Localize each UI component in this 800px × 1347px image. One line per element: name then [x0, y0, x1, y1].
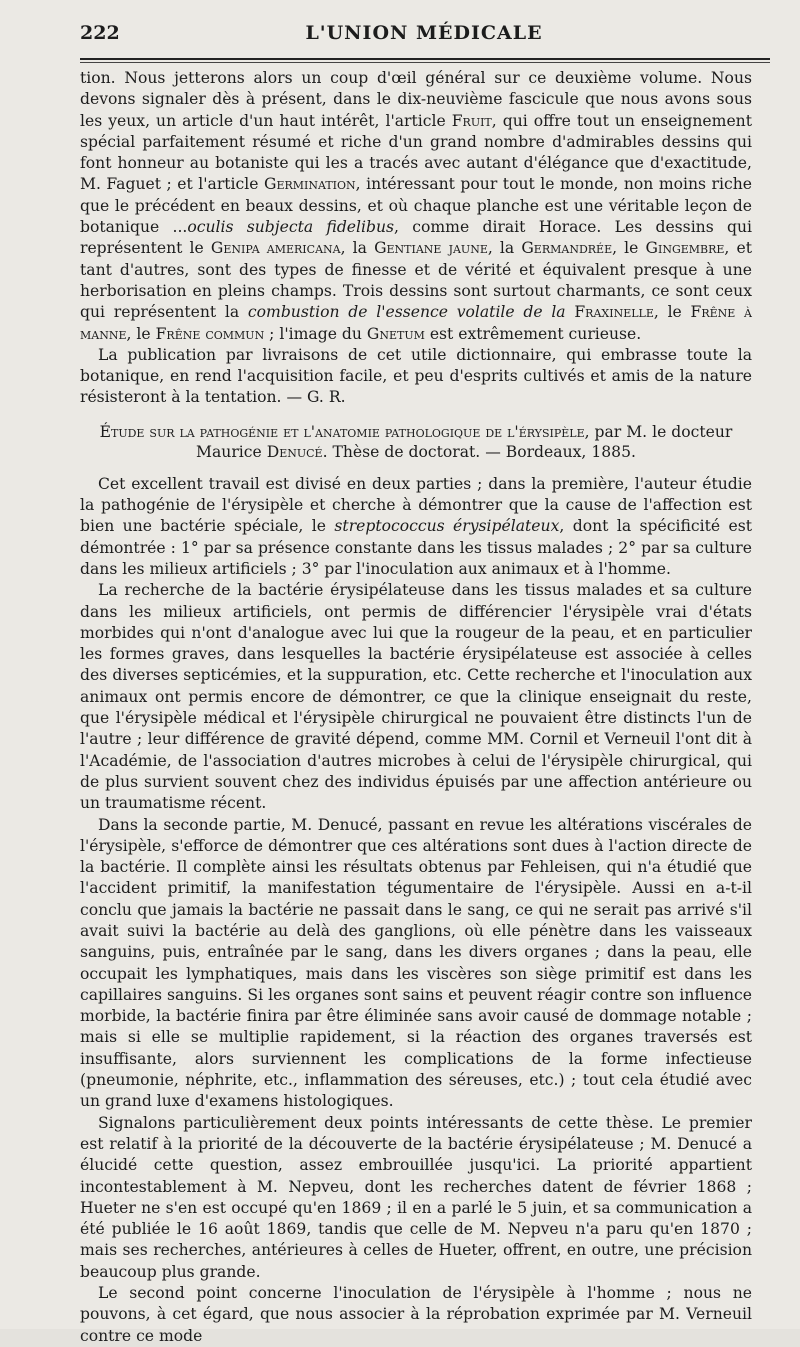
paragraph-botany-conclusion: La publication par livraisons de cet utile dictionnaire, qui embrasse toute la botanique, en rend l'acquisition facile, et peu d'esprits cultivés et amis de la nature résisteront à la tentation. — G. R.	[80, 345, 752, 407]
term-gnetum: Gnetum	[366, 324, 425, 343]
term-gentiane: Gentiane jaune	[374, 239, 488, 258]
page-number: 222	[80, 22, 120, 44]
paragraph-botany-review: tion. Nous jetterons alors un coup d'œil général sur ce deuxième volume. Nous devons signaler dès à présent, dans le dix-neuvième fascicule que nous avons sous les yeux, un article d'un haut intérêt, l'article Fruit, qui offre tout un enseignement spécial parfaitement résumé et riche d'un grand nombre d'admirables dessins qui font honneur au botaniste qui les a tracés avec autant d'élégance que d'exactitude, M. Faguet ; et l'article Germination, intéressant pour tout le monde, non moins riche que le précédent en beaux dessins, et où chaque planche est une véritable leçon de botanique ...oculis subjecta fidelibus, comme dirait Horace. Les dessins qui représentent le Genipa americana, la Gentiane jaune, la Germandrée, le Gingembre, et tant d'autres, sont des types de finesse et de vérité et équivalent presque à une herborisation en pleins champs. Trois dessins sont surtout charmants, ce sont ceux qui représentent la combustion de l'essence volatile de la Fraxinelle, le Frêne à manne, le Frêne commun ; l'image du Gnetum est extrêmement curieuse.	[80, 69, 752, 343]
term-fraxinelle: Fraxinelle	[574, 303, 654, 322]
italic-streptococcus: streptococcus érysipélateux	[334, 517, 560, 536]
latin-quote: oculis subjecta fidelibus	[187, 218, 395, 237]
review-heading: Étude sur la pathogénie et l'anatomie pathologique de l'érysipèle, par M. le docteur Maurice Denucé. Thèse de doctorat. — Bordeaux, 1885.	[99, 422, 733, 461]
term-frene-manne: Frêne à manne	[80, 303, 752, 343]
page-header	[80, 22, 768, 52]
paragraph-thesis-inoculation: Le second point concerne l'inoculation de l'érysipèle à l'homme ; nous ne pouvons, à cet égard, que nous associer à la réprobation exprimée par M. Verneuil contre ce mode	[80, 1284, 752, 1345]
term-genipa: Genipa americana	[210, 239, 341, 258]
header-rule	[80, 58, 770, 63]
term-fruit: Fruit	[451, 111, 492, 130]
italic-combustion: combustion de l'essence volatile de la	[247, 303, 566, 322]
review-heading-title: Étude sur la pathogénie et l'anatomie pathologique de l'érysipèle	[99, 422, 585, 441]
paragraph-thesis-second-part: Dans la seconde partie, M. Denucé, passant en revue les altérations viscérales de l'érysipèle, s'efforce de démontrer que ces altérations sont dues à l'action directe de la bactérie. Il complète ainsi les résultats obtenus par Fehleisen, qui n'a étudié que l'accident primitif, la manifestation tégumentaire de l'érysipèle. Aussi en a-t-il conclu que jamais la bactérie ne passait dans le sang, ce qui ne serait pas arrivé s'il avait suivi la bactérie au delà des ganglions, où elle pénètre dans les vaisseaux sanguins, puis, entraînée par le sang, dans les divers organes ; dans la peau, elle occupait les lymphatiques, mais dans les viscères son siège primitif est dans les capillaires sanguins. Si les organes sont sains et peuvent réagir contre son influence morbide, la bactérie finira par être éliminée sans avoir causé de dommage notable ; mais si elle se multiplie rapidement, si la réaction des organes traversés est insuffisante, alors surviennent les complications de la forme infectieuse (pneumonie, néphrite, etc., inflammation des séreuses, etc.) ; tout cela étudié avec un grand luxe d'examens histologiques.	[80, 815, 752, 1111]
review-heading-author: Denucé	[266, 442, 323, 461]
article-body	[80, 68, 752, 1347]
running-title: L'UNION MÉDICALE	[305, 22, 543, 44]
term-germination: Germination	[263, 175, 356, 194]
term-frene-commun: Frêne commun	[155, 324, 265, 343]
term-gingembre: Gingembre	[645, 239, 725, 258]
paragraph-thesis-intro: Cet excellent travail est divisé en deux parties ; dans la première, l'auteur étudie la pathogénie de l'érysipèle et cherche à démontrer que la cause de l'affection est bien une bactérie spéciale, le streptococcus érysipélateux, dont la spécificité est démontrée : 1° par sa présence constante dans les tissus malades ; 2° par sa culture dans les milieux artificiels ; 3° par l'inoculation aux animaux et à l'homme.	[80, 474, 752, 578]
paragraph-thesis-priority: Signalons particulièrement deux points intéressants de cette thèse. Le premier est relatif à la priorité de la découverte de la bactérie érysipélateuse ; M. Denucé a élucidé cette question, assez embrouillée jusqu'ici. La priorité appartient incontestablement à M. Nepveu, dont les recherches datent de février 1868 ; Hueter ne s'en est occupé qu'en 1869 ; il en a parlé le 5 juin, et sa communication a été publiée le 16 août 1869, tandis que celle de M. Nepveu n'a paru qu'en 1870 ; mais ses recherches, antérieures à celles de Hueter, offrent, en outre, une précision beaucoup plus grande.	[80, 1113, 752, 1281]
term-germandree: Germandrée	[521, 239, 613, 258]
paragraph-thesis-research: La recherche de la bactérie érysipélateuse dans les tissus malades et sa culture dans les milieux artificiels, ont permis de différencier l'érysipèle vrai d'états morbides qui n'ont d'analogue avec lui que la rougeur de la peau, et en particulier les formes graves, dans lesquelles la bactérie érysipélateuse est associée à celles des diverses septicémies, et la suppuration, etc. Cette recherche et l'inoculation aux animaux ont permis encore de démontrer, ce que la clinique enseignait du reste, que l'érysipèle médical et l'érysipèle chirurgical ne pouvaient être distincts l'un de l'autre ; leur différence de gravité dépend, comme MM. Cornil et Verneuil l'ont dit à l'Académie, de l'association d'autres microbes à celui de l'érysipèle chirurgical, qui de plus survient souvent chez des individus épuisés par une affection antérieure ou un traumatisme récent.	[80, 581, 752, 813]
